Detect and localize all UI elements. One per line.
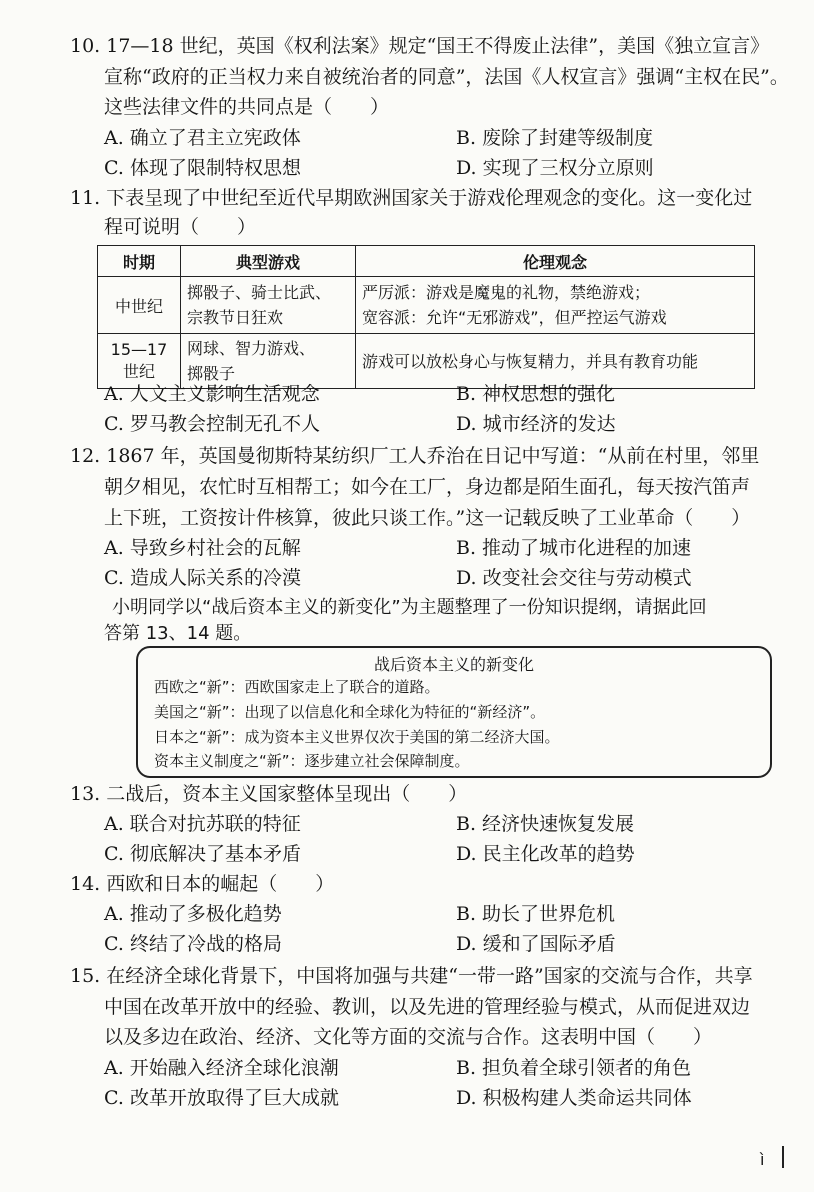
q14-stem: 14. 西欧和日本的崛起（ ）: [70, 873, 335, 895]
q14-option-a: A. 推动了多极化趋势: [104, 903, 282, 925]
q10-option-a: A. 确立了君主立宪政体: [104, 127, 301, 149]
q13-14-intro-line2: 答第 13、14 题。: [104, 623, 252, 644]
q11-stem-line2: 程可说明（ ）: [104, 216, 257, 238]
q13-14-intro-line1: 小明同学以“战后资本主义的新变化”为主题整理了一份知识提纲，请据此回: [112, 597, 707, 618]
outline-item: 美国之“新”：出现了以信息化和全球化为特征的“新经济”。: [154, 703, 546, 721]
q11-option-c: C. 罗马教会控制无孔不人: [104, 413, 320, 435]
q14-option-b: B. 助长了世界危机: [456, 903, 616, 925]
q10-stem-line1: 10. 17—18 世纪，英国《权利法案》规定“国王不得废止法律”，美国《独立宣言》: [70, 35, 770, 57]
q13-option-a: A. 联合对抗苏联的特征: [104, 813, 301, 835]
outline-item: 日本之“新”：成为资本主义世界仅次于美国的第二经济大国。: [154, 728, 560, 746]
q12-option-a: A. 导致乡村社会的瓦解: [104, 537, 301, 559]
q12-stem-line3: 上下班，工资按计件核算，彼此只谈工作。”这一记载反映了工业革命（ ）: [104, 507, 751, 529]
table-header-games: 典型游戏: [181, 246, 356, 277]
outline-box: [136, 646, 772, 778]
q15-stem-line2: 中国在改革开放中的经验、教训，以及先进的管理经验与模式，从而促进双边: [104, 996, 751, 1018]
q15-option-b: B. 担负着全球引领者的角色: [456, 1057, 692, 1079]
table-header-period: 时期: [98, 246, 181, 277]
q11-option-b: B. 神权思想的强化: [456, 383, 616, 405]
games-line: 网球、智力游戏、: [187, 339, 316, 358]
q11-option-d: D. 城市经济的发达: [456, 413, 616, 435]
q11-stem-line1: 11. 下表呈现了中世纪至近代早期欧洲国家关于游戏伦理观念的变化。这一变化过: [70, 187, 753, 209]
q10-option-c: C. 体现了限制特权思想: [104, 157, 301, 179]
q12-option-d: D. 改变社会交往与劳动模式: [456, 567, 692, 589]
q11-option-a: A. 人文主义影响生活观念: [104, 383, 320, 405]
q12-option-b: B. 推动了城市化进程的加速: [456, 537, 692, 559]
q14-option-d: D. 缓和了国际矛盾: [456, 933, 616, 955]
table-header-row: [98, 246, 755, 277]
table-cell-period: [98, 334, 181, 389]
q13-stem: 13. 二战后，资本主义国家整体呈现出（ ）: [70, 783, 468, 805]
q10-stem-line2: 宣称“政府的正当权力来自被统治者的同意”，法国《人权宣言》强调“主权在民”。: [104, 66, 789, 88]
q10-option-d: D. 实现了三权分立原则: [456, 157, 654, 179]
q13-option-c: C. 彻底解决了基本矛盾: [104, 843, 301, 865]
q15-option-a: A. 开始融入经济全球化浪潮: [104, 1057, 339, 1079]
period-line: 世纪: [122, 362, 155, 381]
outline-title: 战后资本主义的新变化: [373, 655, 534, 674]
q12-stem-line1: 12. 1867 年，英国曼彻斯特某纺织厂工人乔治在日记中写道：“从前在村里，邻里: [70, 445, 760, 467]
ethics-line: 严厉派：游戏是魔鬼的礼物，禁绝游戏；: [362, 283, 651, 302]
table-row: [98, 277, 755, 334]
period-line: 15—17: [110, 340, 168, 359]
q15-stem-line1: 15. 在经济全球化背景下，中国将加强与共建“一带一路”国家的交流与合作，共享: [70, 965, 753, 987]
ethics-line: 宽容派：允许“无邪游戏”，但严控运气游戏: [362, 308, 667, 327]
q14-option-c: C. 终结了冷战的格局: [104, 933, 282, 955]
q15-stem-line3: 以及多边在政治、经济、文化等方面的交流与合作。这表明中国（ ）: [104, 1026, 713, 1048]
games-line: 掷骰子: [187, 364, 236, 383]
page-corner-mark: ì: [760, 1150, 765, 1169]
game-ethics-table: [97, 245, 755, 389]
q15-option-c: C. 改革开放取得了巨大成就: [104, 1087, 339, 1109]
table-header-ethics: 伦理观念: [356, 246, 755, 277]
table-cell-period: 中世纪: [98, 277, 181, 334]
q12-stem-line2: 朝夕相见，农忙时互相帮工；如今在工厂，身边都是陌生面孔，每天按汽笛声: [104, 476, 751, 498]
q13-option-b: B. 经济快速恢复发展: [456, 813, 635, 835]
games-line: 掷骰子、骑士比武、: [187, 283, 332, 302]
q13-option-d: D. 民主化改革的趋势: [456, 843, 635, 865]
table-cell-games: [181, 277, 356, 334]
q10-option-b: B. 废除了封建等级制度: [456, 127, 654, 149]
games-line: 宗教节日狂欢: [187, 308, 284, 327]
table-cell-games: [181, 334, 356, 389]
page-edge-bar: [782, 1146, 784, 1168]
q15-option-d: D. 积极构建人类命运共同体: [456, 1087, 692, 1109]
outline-item: 西欧之“新”：西欧国家走上了联合的道路。: [154, 678, 440, 696]
table-cell-ethics: [356, 277, 755, 334]
table-cell-ethics: 游戏可以放松身心与恢复精力，并具有教育功能: [356, 334, 755, 389]
table-row: [98, 334, 755, 389]
outline-item: 资本主义制度之“新”：逐步建立社会保障制度。: [154, 752, 470, 770]
q10-stem-line3: 这些法律文件的共同点是（ ）: [104, 96, 390, 118]
q12-option-c: C. 造成人际关系的冷漠: [104, 567, 301, 589]
